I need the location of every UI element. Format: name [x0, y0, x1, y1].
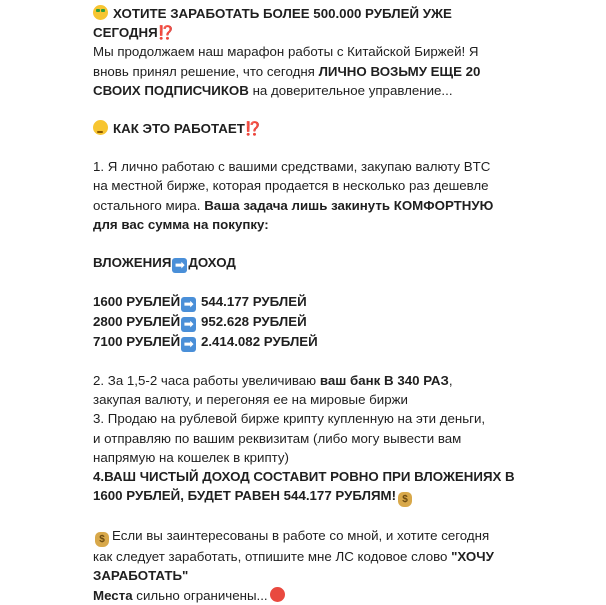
table-row: 2800 РУБЛЕЙ ➡ 952.628 РУБЛЕЙ [93, 314, 307, 332]
thinking-face-icon [93, 120, 108, 135]
right-arrow-icon: ➡ [181, 297, 196, 312]
table-row: 1600 РУБЛЕЙ ➡ 544.177 РУБЛЕЙ [93, 294, 307, 312]
angry-face-icon [270, 587, 285, 602]
money-bag-icon: $ [95, 532, 109, 547]
money-bag-icon: $ [398, 492, 412, 507]
table-header: ВЛОЖЕНИЯ ➡ ДОХОД [93, 255, 236, 273]
right-arrow-icon: ➡ [172, 258, 187, 273]
money-mouth-face-icon [93, 5, 108, 20]
headline: ХОТИТЕ ЗАРАБОТАТЬ БОЛЕЕ 500.000 РУБЛЕЙ УЖЕ [93, 4, 523, 23]
how-it-works-title: КАК ЭТО РАБОТАЕТ⁉️ [93, 119, 523, 138]
right-arrow-icon: ➡ [181, 337, 196, 352]
message-body: ХОТИТЕ ЗАРАБОТАТЬ БОЛЕЕ 500.000 РУБЛЕЙ УЖЕ СЕГОДНЯ⁉️ Мы продолжаем наш марафон работы с Китайской Биржей! Я вновь принял решение, что сегодня ЛИЧНО ВОЗЬМУ ЕЩЕ 20 СВОИХ ПОДПИСЧИКОВ на доверительное управление... КАК ЭТО РАБОТАЕТ⁉️ 1. Я лично работаю с вашими средствами, закупаю валюту BTC на местной бирже, которая продается в несколько раз дешевле остального мира. Ваша задача лишь закинуть КОМФОРТНУЮ для вас сумма на покупку: ВЛОЖЕНИЯ ➡ ДОХОД 1600 РУБЛЕЙ ➡ 544.177 РУБЛЕЙ 2800 РУБЛЕЙ ➡ 952.628 РУБЛЕЙ 7100 РУБЛЕЙ ➡ 2.414.082 РУБЛЕЙ 2. За 1,5-2 часа работы увеличиваю ваш банк В 340 РАЗ, закупая валюту, и перегоняя ее на мировые биржи 3. Продаю на рублевой бирже крипту купленную на эти деньги, и отправляю по вашим реквизитам (либо могу вывести вам напрямую на кошелек в крипту) 4.ВАШ ЧИСТЫЙ ДОХОД СОСТАВИТ РОВНО ПРИ ВЛОЖЕНИЯХ В 1600 РУБЛЕЙ, БУДЕТ РАВЕН 544.177 РУБЛЯМ! $ $ Если вы заинтересованы в работе со мной, и хотите сегодня как следует заработать, отпишите мне ЛС кодовое слово "ХОЧУ ЗАРАБОТАТЬ" Места сильно ограничены... [93, 4, 523, 605]
table-row: 7100 РУБЛЕЙ ➡ 2.414.082 РУБЛЕЙ [93, 334, 318, 352]
right-arrow-icon: ➡ [181, 317, 196, 332]
